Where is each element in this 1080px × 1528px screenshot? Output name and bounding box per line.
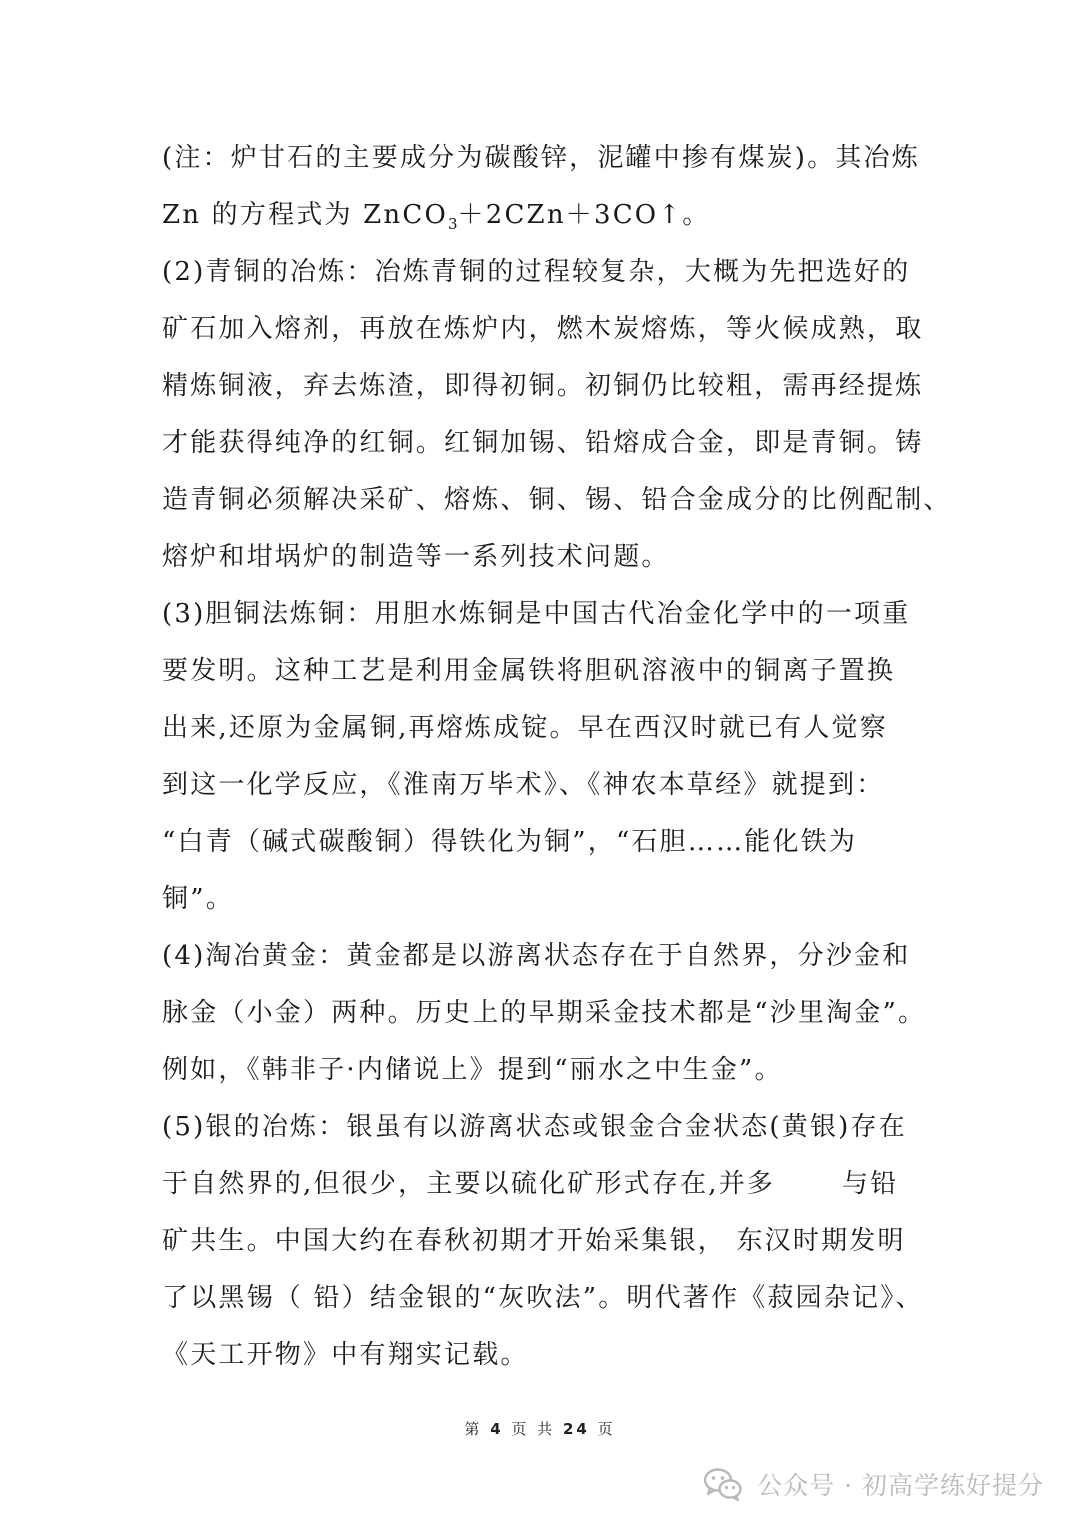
text-line: 铜”。 bbox=[162, 884, 234, 914]
text-line: (5)银的冶炼：银虽有以游离状态或银金合金状态(黄银)存在 bbox=[162, 1112, 907, 1142]
text-line: 才能获得纯净的红铜。红铜加锡、铅熔成合金，即是青铜。铸 bbox=[162, 428, 924, 458]
text-line: 出来,还原为金属铜,再熔炼成锭。早在西汉时就已有人觉察 bbox=[162, 713, 888, 743]
text-line: (2)青铜的冶炼：冶炼青铜的过程较复杂，大概为先把选好的 bbox=[162, 257, 911, 287]
text-line: 脉金（小金）两种。历史上的早期采金技术都是“沙里淘金”。 bbox=[162, 998, 927, 1028]
text-line: 到这一化学反应，《淮南万毕术》、《神农本草经》就提到： bbox=[162, 770, 885, 800]
equation-text-rest: ＋2CZn＋3CO↑。 bbox=[457, 200, 711, 230]
text-line: 造青铜必须解决采矿、熔炼、铜、锡、铅合金成分的比例配制、 bbox=[162, 485, 952, 515]
document-body bbox=[162, 130, 952, 1384]
current-page-number: 4 bbox=[490, 1420, 504, 1438]
text-line: 要发明。这种工艺是利用金属铁将胆矾溶液中的铜离子置换 bbox=[162, 656, 896, 686]
text-line: 了以黑锡（ 铅）结金银的“灰吹法”。明代著作《菽园杂记》、 bbox=[162, 1283, 924, 1313]
watermark bbox=[703, 1460, 1044, 1508]
text-line: 于自然界的,但很少，主要以硫化矿形式存在,并多 与铅 bbox=[162, 1169, 899, 1199]
text-line: 熔炉和坩埚炉的制造等一系列技术问题。 bbox=[162, 542, 670, 572]
wechat-icon bbox=[703, 1467, 743, 1501]
text-line: 矿共生。中国大约在春秋初期才开始采集银， 东汉时期发明 bbox=[162, 1226, 906, 1256]
text-line: “白青（碱式碳酸铜）得铁化为铜”，“石胆……能化铁为 bbox=[162, 827, 858, 857]
text-line: 例如，《韩非子·内储说上》提到“丽水之中生金”。 bbox=[162, 1055, 783, 1085]
text-line: 矿石加入熔剂，再放在炼炉内，燃木炭熔炼，等火候成熟，取 bbox=[162, 314, 924, 344]
total-page-number: 24 bbox=[562, 1420, 590, 1438]
text-line: 精炼铜液，弃去炼渣，即得初铜。初铜仍比较粗，需再经提炼 bbox=[162, 371, 924, 401]
footer-prefix: 第 bbox=[464, 1420, 491, 1438]
equation-line bbox=[162, 187, 922, 244]
footer-middle: 页 共 bbox=[503, 1420, 563, 1438]
text-line: (3)胆铜法炼铜：用胆水炼铜是中国古代冶金化学中的一项重 bbox=[162, 599, 911, 629]
text-line: (4)淘冶黄金：黄金都是以游离状态存在于自然界，分沙金和 bbox=[162, 941, 911, 971]
equation-text: Zn 的方程式为 ZnCO bbox=[162, 200, 448, 230]
equation-subscript: 3 bbox=[447, 215, 458, 233]
text-line: (注：炉甘石的主要成分为碳酸锌，泥罐中掺有煤炭)。其冶炼 bbox=[162, 143, 920, 173]
footer-suffix: 页 bbox=[589, 1420, 616, 1438]
text-line: 《天工开物》中有翔实记载。 bbox=[162, 1340, 529, 1370]
watermark-text: 公众号 · 初高学练好提分 bbox=[757, 1471, 1044, 1500]
page-number-footer bbox=[0, 1418, 1080, 1439]
